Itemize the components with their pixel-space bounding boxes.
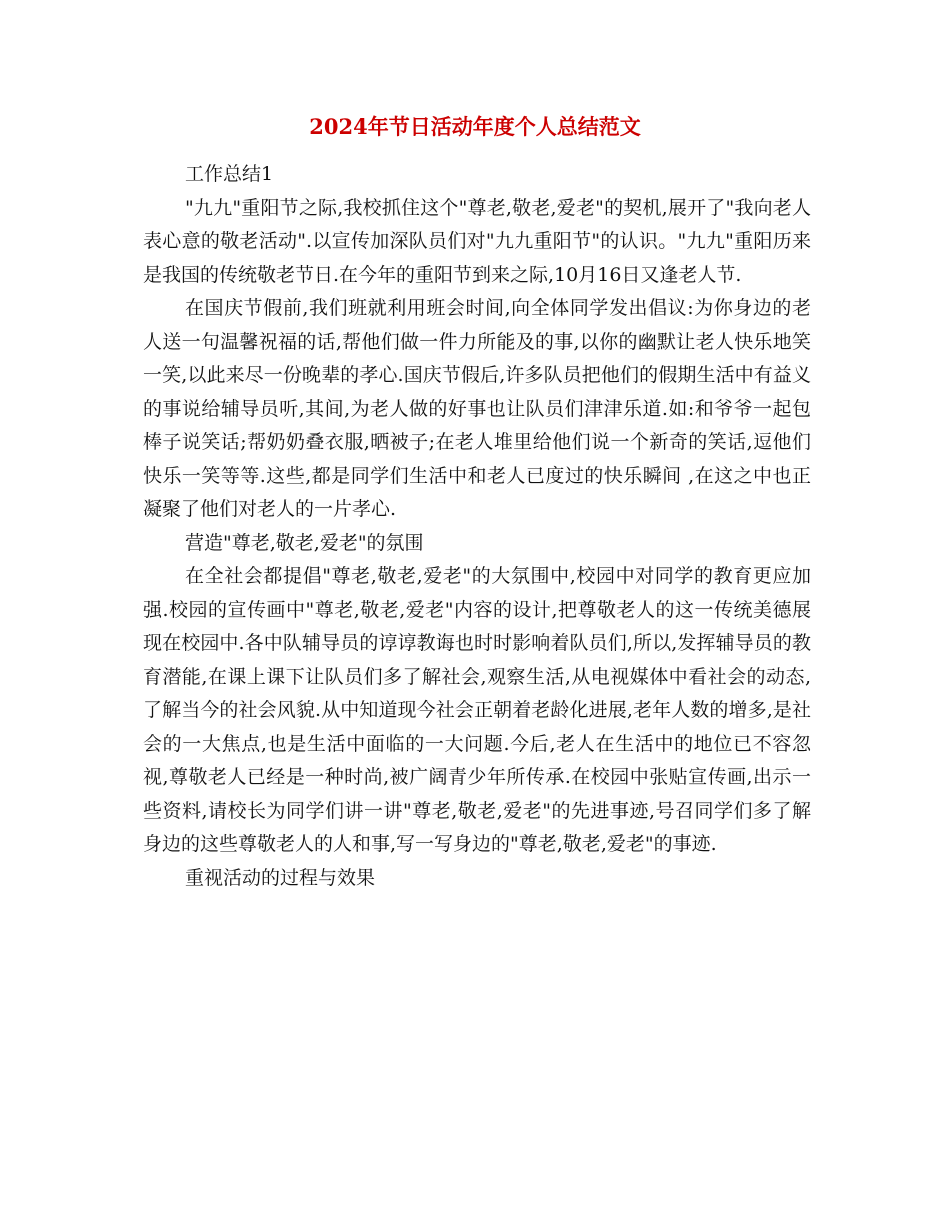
paragraph-campus-education: 在全社会都提倡"尊老,敬老,爱老"的大氛围中,校园中对同学的教育更应加强.校园的宣传画中"尊老,敬老,爱老"内容的设计,把尊敬老人的这一传统美德展现在校园中.各中队辅导员的谆谆教诲也时时影响着队员们,所以,发挥辅导员的教育潜能,在课上课下让队员们多了解社会,观察生活,从电视媒体中看社会的动态,了解当今的社会风貌.从中知道现今社会正朝着老龄化进展,老年人数的增多,是社会的一大焦点,也是生活中面临的一大问题.今后,老人在生活中的地位已不容忽视,尊敬老人已经是一种时尚,被广阔青少年所传承.在校园中张贴宣传画,出示一些资料,请校长为同学们讲一讲"尊老,敬老,爱老"的先进事迹,号召同学们多了解身边的这些尊敬老人的人和事,写一写身边的"尊老,敬老,爱老"的事迹. (143, 565, 811, 855)
paragraph-heading-process-effect: 重视活动的过程与效果 (185, 866, 376, 889)
document-body (143, 158, 811, 895)
paragraph-double-ninth-intro: "九九"重阳节之际,我校抓住这个"尊老,敬老,爱老"的契机,展开了"我向老人表心意的敬老活动".以宣传加深队员们对"九九重阳节"的认识。"九九"重阳历来是我国的传统敬老节日.在今年的重阳节到来之际,10月16日又逢老人节. (143, 196, 811, 286)
document-title: 2024年节日活动年度个人总结范文 (309, 114, 641, 139)
paragraph-heading-work-summary: 工作总结1 (185, 163, 274, 185)
paragraph-national-day-initiative: 在国庆节假前,我们班就利用班会时间,向全体同学发出倡议:为你身边的老人送一句温馨祝福的话,帮他们做一件力所能及的事,以你的幽默让老人快乐地笑一笑,以此来尽一份晚辈的孝心.国庆节假后,许多队员把他们的假期生活中有益义的事说给辅导员听,其间,为老人做的好事也让队员们津津乐道.如:和爷爷一起包棒子说笑话;帮奶奶叠衣服,晒被子;在老人堆里给他们说一个新奇的笑话,逗他们快乐一笑等等.这些,都是同学们生活中和老人已度过的快乐瞬间 ,在这之中也正凝聚了他们对老人的一片孝心. (143, 297, 811, 520)
paragraph-heading-atmosphere: 营造"尊老,敬老,爱老"的氛围 (185, 531, 424, 554)
